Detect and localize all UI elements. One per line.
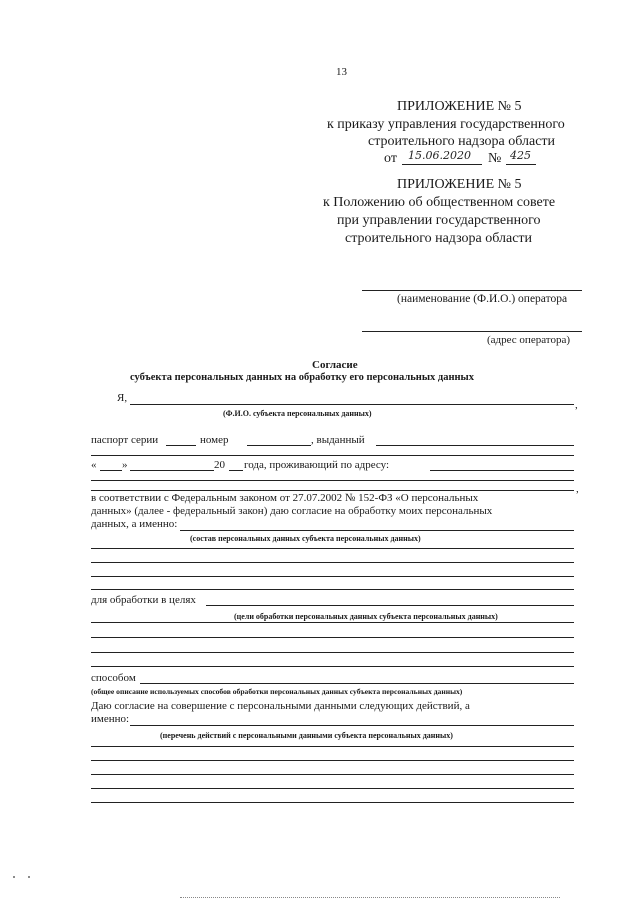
consent-title: Согласие bbox=[312, 359, 358, 371]
operator-address-line[interactable] bbox=[362, 331, 582, 332]
day-field[interactable] bbox=[100, 470, 122, 471]
year-prefix: 20 bbox=[214, 459, 225, 471]
actions-line-field-4[interactable] bbox=[91, 774, 574, 775]
order-number-value: 425 bbox=[510, 149, 531, 162]
address-field[interactable] bbox=[430, 470, 574, 471]
order-date-prefix: от bbox=[384, 151, 397, 166]
appendix-2-line-1: к Положению об общественном совете bbox=[323, 195, 556, 210]
scan-speck bbox=[28, 876, 30, 878]
actions-line-field-3[interactable] bbox=[91, 760, 574, 761]
passport-series-label: паспорт серии bbox=[91, 434, 159, 446]
purpose-line-2[interactable] bbox=[91, 622, 574, 623]
actions-line-field-6[interactable] bbox=[91, 802, 574, 803]
passport-number-label: номер bbox=[200, 434, 229, 446]
composition-caption: (состав персональных данных субъекта персональных данных) bbox=[190, 534, 421, 543]
fio-caption: (Ф.И.О. субъекта персональных данных) bbox=[223, 409, 372, 418]
actions-line-field-5[interactable] bbox=[91, 788, 574, 789]
purpose-caption: (цели обработки персональных данных субъекта персональных данных) bbox=[234, 612, 498, 621]
purpose-line-3[interactable] bbox=[91, 637, 574, 638]
purpose-field[interactable] bbox=[206, 605, 574, 606]
law-paragraph-line-2: данных» (далее - федеральный закон) даю согласие на обработку моих персональных bbox=[91, 505, 493, 517]
address-field-3[interactable] bbox=[91, 490, 574, 491]
address-label: года, проживающий по адресу: bbox=[244, 459, 390, 471]
actions-line-2: именно: bbox=[91, 713, 130, 725]
issued-label: , выданный bbox=[311, 434, 365, 446]
actions-field[interactable] bbox=[130, 725, 574, 726]
appendix-1-line-2: строительного надзора области bbox=[368, 134, 556, 149]
purpose-line-5[interactable] bbox=[91, 666, 574, 667]
passport-number-field[interactable] bbox=[247, 445, 311, 446]
actions-line-field-2[interactable] bbox=[91, 746, 574, 747]
year-field[interactable] bbox=[229, 470, 243, 471]
law-paragraph-line-3: данных, а именно: bbox=[91, 518, 178, 530]
appendix-1-line-1: к приказу управления государственного bbox=[327, 117, 565, 132]
scan-speck bbox=[13, 876, 15, 878]
composition-line-5[interactable] bbox=[91, 589, 574, 590]
operator-address-caption: (адрес оператора) bbox=[487, 334, 571, 346]
date-close-quote: » bbox=[122, 459, 128, 471]
fio-field[interactable] bbox=[130, 404, 574, 405]
page-number: 13 bbox=[336, 66, 347, 78]
method-caption: (общее описание используемых способов обработки персональных данных субъекта персональных данных) bbox=[91, 687, 463, 696]
composition-line-4[interactable] bbox=[91, 576, 574, 577]
address-field-2[interactable] bbox=[91, 480, 574, 481]
method-field[interactable] bbox=[140, 683, 574, 684]
i-label: Я, bbox=[117, 392, 128, 404]
passport-series-field[interactable] bbox=[166, 445, 196, 446]
appendix-title-1: ПРИЛОЖЕНИЕ № 5 bbox=[397, 99, 522, 114]
operator-name-caption: (наименование (Ф.И.О.) оператора bbox=[397, 293, 568, 305]
purpose-line-4[interactable] bbox=[91, 652, 574, 653]
method-label: способом bbox=[91, 672, 136, 684]
issued-by-field-2[interactable] bbox=[91, 455, 574, 456]
composition-line-3[interactable] bbox=[91, 562, 574, 563]
scan-bottom-edge bbox=[180, 897, 560, 898]
purpose-label: для обработки в целях bbox=[91, 594, 196, 606]
appendix-2-line-3: строительного надзора области bbox=[345, 231, 533, 246]
date-open-quote: « bbox=[91, 459, 97, 471]
actions-caption: (перечень действий с персональными данными субъекта персональных данных) bbox=[160, 731, 453, 740]
actions-line-1: Даю согласие на совершение с персональными данными следующих действий, а bbox=[91, 700, 470, 712]
composition-field[interactable] bbox=[180, 530, 574, 531]
order-number-prefix: № bbox=[488, 151, 502, 166]
consent-subtitle: субъекта персональных данных на обработку его персональных данных bbox=[130, 372, 475, 383]
issued-by-field[interactable] bbox=[376, 445, 574, 446]
operator-name-line[interactable] bbox=[362, 290, 582, 291]
composition-line-2[interactable] bbox=[91, 548, 574, 549]
order-date-value: 15.06.2020 bbox=[408, 149, 471, 162]
appendix-2-line-2: при управлении государственного bbox=[337, 213, 541, 228]
appendix-title-2: ПРИЛОЖЕНИЕ № 5 bbox=[397, 177, 522, 192]
law-paragraph-line-1: в соответствии с Федеральным законом от 27.07.2002 № 152-ФЗ «О персональных bbox=[91, 492, 479, 504]
month-field[interactable] bbox=[130, 470, 214, 471]
